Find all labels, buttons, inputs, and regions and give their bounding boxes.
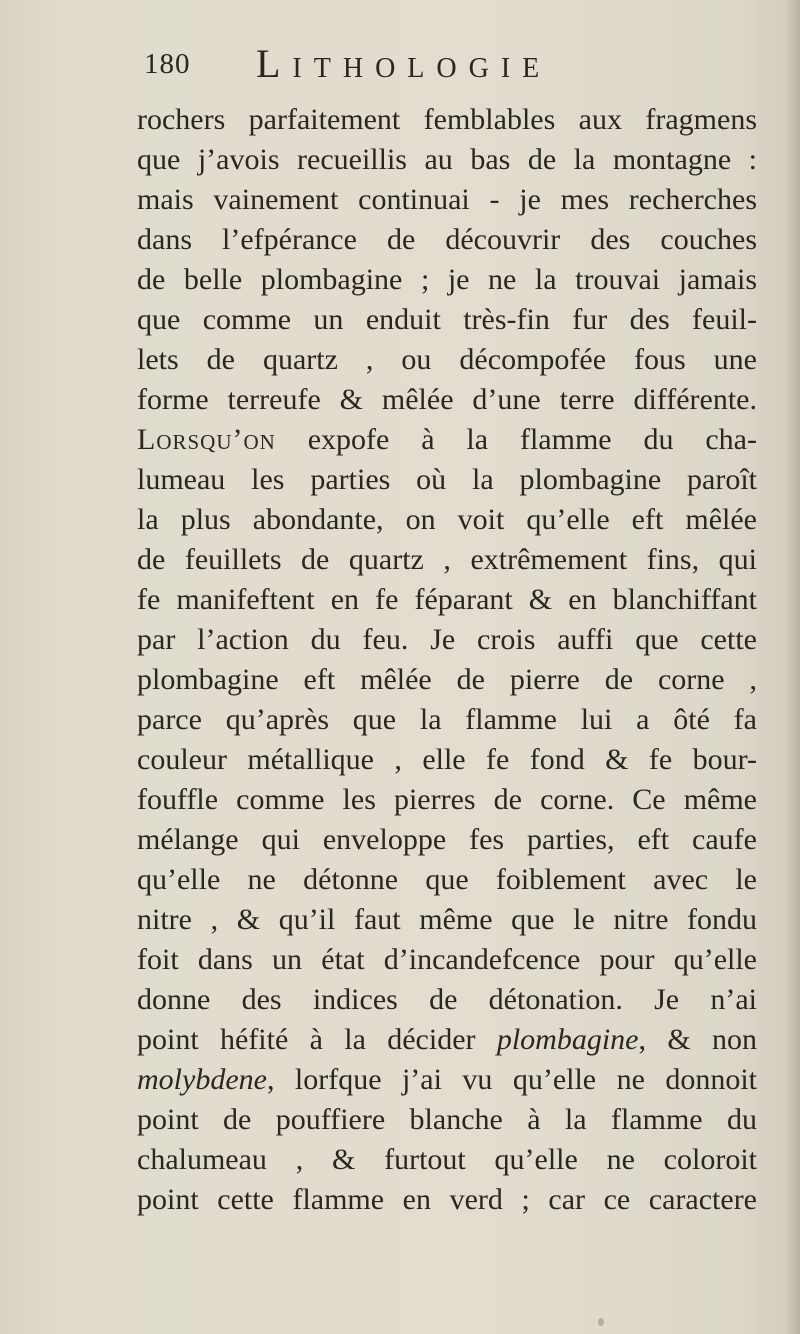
text-line: par l’action du feu. Je crois auffi que cette <box>137 623 757 656</box>
page-edge-shadow <box>786 0 800 1334</box>
text-line: lumeau les parties où la plombagine paroît <box>137 463 757 496</box>
italic-term-plombagine: plombagine <box>496 1023 639 1056</box>
text-run: expofe à la flamme du cha- <box>275 423 757 456</box>
text-line: de belle plombagine ; je ne la trouvai jamais <box>137 263 757 296</box>
text-line-with-italic <box>137 1020 757 1060</box>
text-line: de feuillets de quartz , extrêmement fins, qui <box>137 543 757 576</box>
text-line: foit dans un état d’incandefcence pour qu’elle <box>137 943 757 976</box>
text-line: donne des indices de détonation. Je n’ai <box>137 983 757 1016</box>
text-line: que j’avois recueillis au bas de la montagne : <box>137 143 757 176</box>
text-line: chalumeau , & furtout qu’elle ne coloroit <box>137 1143 757 1176</box>
text-line: la plus abondante, on voit qu’elle eft mêlée <box>137 503 757 536</box>
text-line: parce qu’après que la flamme lui a ôté fa <box>137 703 757 736</box>
text-line: forme terreufe & mêlée d’une terre différente. <box>137 383 757 416</box>
text-line: dans l’efpérance de découvrir des couches <box>137 223 757 256</box>
text-line: point de pouffiere blanche à la flamme du <box>137 1103 757 1136</box>
text-line: couleur métallique , elle fe fond & fe bour- <box>137 743 757 776</box>
text-line: que comme un enduit très-fin fur des feuil- <box>137 303 757 336</box>
text-run: point héfité à la décider <box>137 1023 497 1056</box>
text-line: nitre , & qu’il faut même que le nitre fondu <box>137 903 757 936</box>
text-line-with-italic <box>137 1060 757 1100</box>
text-line-paragraph-start <box>137 420 757 460</box>
italic-term-molybdene: molybdene <box>137 1063 267 1096</box>
text-run: , lorfque j’ai vu qu’elle ne donnoit <box>266 1063 757 1096</box>
text-line: fouffle comme les pierres de corne. Ce même <box>137 783 757 816</box>
page-header <box>144 40 644 90</box>
text-line: mais vainement continuai - je mes recherches <box>137 183 757 216</box>
text-run: , & non <box>638 1023 757 1056</box>
text-line: rochers parfaitement femblables aux fragmens <box>137 103 757 136</box>
body-text <box>137 100 757 1220</box>
text-line: fe manifeftent en fe féparant & en blanchiffant <box>137 583 757 616</box>
ink-speck <box>598 1318 604 1326</box>
text-line: plombagine eft mêlée de pierre de corne , <box>137 663 757 696</box>
text-line: mélange qui enveloppe fes parties, eft caufe <box>137 823 757 856</box>
text-line: point cette flamme en verd ; car ce caractere <box>137 1183 757 1216</box>
paragraph-lead-word: Lorsqu’on <box>137 423 276 456</box>
running-title: Lithologie <box>256 41 552 86</box>
text-line: lets de quartz , ou décompofée fous une <box>137 343 757 376</box>
page-number: 180 <box>144 48 191 80</box>
text-line: qu’elle ne détonne que foiblement avec le <box>137 863 757 896</box>
